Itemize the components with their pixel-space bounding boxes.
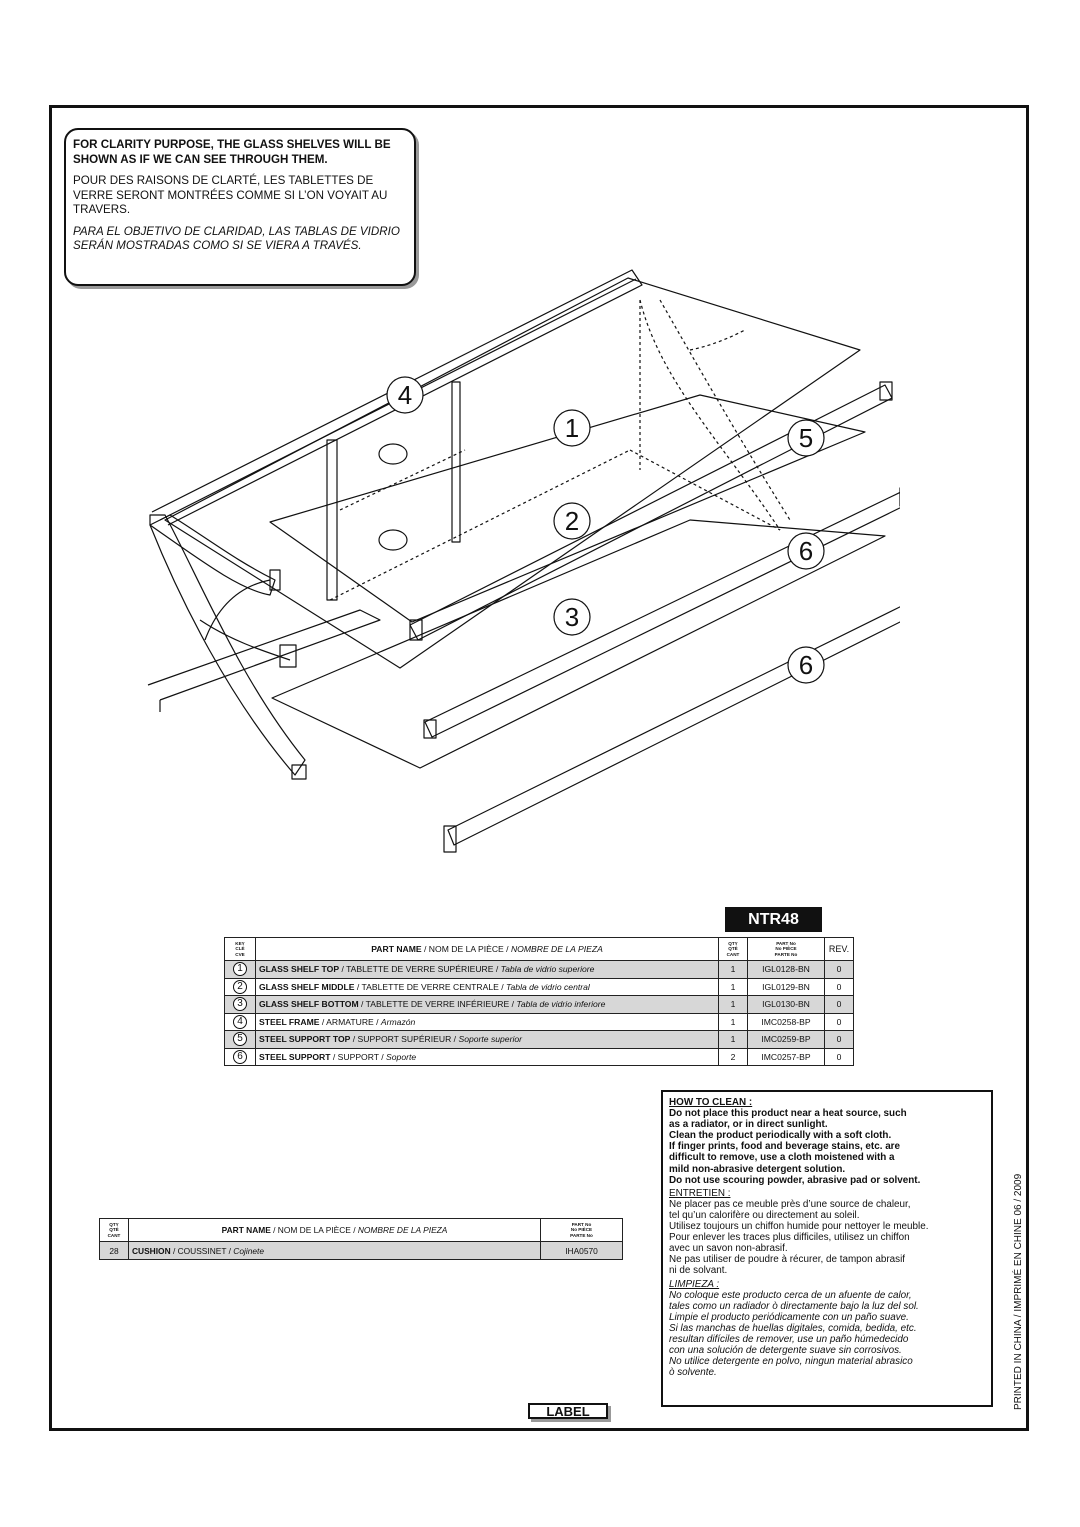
- header-rev: REV.: [825, 938, 854, 961]
- part-qty: 1: [719, 1031, 748, 1049]
- part-key: 6: [225, 1048, 256, 1066]
- callout-3-text: 3: [564, 602, 580, 632]
- part-name: GLASS SHELF TOP / TABLETTE DE VERRE SUPÉRIEURE / Tabla de vidrio superiore: [256, 961, 719, 979]
- part-qty: 1: [719, 961, 748, 979]
- parts-row: [225, 1048, 854, 1066]
- callout-6a-text: 6: [798, 536, 814, 566]
- note-french: POUR DES RAISONS DE CLARTÉ, LES TABLETTES DE VERRE SERONT MONTRÉES COMME SI L’ON VOYAIT AU TRAVERS.: [73, 174, 388, 216]
- cushion-header-part-no: PART No No PIÈCE PARTE No: [541, 1219, 623, 1242]
- parts-table: [224, 937, 854, 1066]
- callout-1-text: 1: [564, 413, 580, 443]
- part-number: IMC0259-BP: [748, 1031, 825, 1049]
- clean-line: Ne pas utiliser de poudre à récurer, de tampon abrasif: [669, 1254, 906, 1266]
- callout-6b-text: 6: [798, 650, 814, 680]
- clean-line: resultan difíciles de remover, use un paño húmedecido: [669, 1333, 909, 1345]
- part-rev: 0: [825, 1048, 854, 1066]
- parts-row: [225, 978, 854, 996]
- cushion-header-name: PART NAME / NOM DE LA PIÈCE / NOMBRE DE LA PIEZA: [129, 1219, 541, 1242]
- clean-line: Ne placer pas ce meuble près d’une source de chaleur,: [669, 1198, 911, 1210]
- clean-line: avec un savon non-abrasif.: [669, 1243, 788, 1255]
- cushion-name: CUSHION / COUSSINET / Cojinete: [129, 1242, 541, 1260]
- clean-line: tales como un radiador ò directamente bajo la luz del sol.: [669, 1300, 919, 1312]
- clean-line: Limpie el producto periódicamente con un paño suave.: [669, 1311, 909, 1323]
- part-number: IMC0258-BP: [748, 1013, 825, 1031]
- parts-row: [225, 1031, 854, 1049]
- parts-row: [225, 996, 854, 1014]
- clean-title: HOW TO CLEAN :: [669, 1097, 753, 1108]
- clean-line: as a radiator, or in direct sunlight.: [669, 1119, 828, 1131]
- cushion-table: [99, 1218, 623, 1260]
- clean-line: Clean the product periodically with a soft cloth.: [669, 1130, 892, 1142]
- clean-line: No utilice detergente en polvo, ningun material abrasico: [669, 1356, 913, 1368]
- part-rev: 0: [825, 961, 854, 979]
- part-name: STEEL FRAME / ARMATURE / Armazón: [256, 1013, 719, 1031]
- clean-line: If finger prints, food and beverage stains, etc. are: [669, 1141, 901, 1153]
- header-part-name: PART NAME / NOM DE LA PIÈCE / NOMBRE DE LA PIEZA: [256, 938, 719, 961]
- clean-line: mild non-abrasive detergent solution.: [669, 1163, 846, 1175]
- header-part-no: PART No No PIÈCE PARTE No: [748, 938, 825, 961]
- part-name: STEEL SUPPORT / SUPPORT / Soporte: [256, 1048, 719, 1066]
- part-number: IMC0257-BP: [748, 1048, 825, 1066]
- clean-line: ò solvente.: [669, 1367, 717, 1379]
- clean-line: difficult to remove, use a cloth moistened with a: [669, 1152, 895, 1164]
- clean-line: Do not use scouring powder, abrasive pad or solvent.: [669, 1174, 921, 1186]
- part-number: IGL0129-BN: [748, 978, 825, 996]
- part-key: 5: [225, 1031, 256, 1049]
- clean-line: con una solución de detergente suave sin corrosivos.: [669, 1345, 902, 1357]
- cushion-part-no: IHA0570: [541, 1242, 623, 1260]
- callout-5-text: 5: [798, 423, 814, 453]
- clean-line: ni de solvant.: [669, 1265, 728, 1277]
- printed-in-china: PRINTED IN CHINA / IMPRIMÉ EN CHINE 06 / 2009: [1013, 1173, 1024, 1410]
- header-key: KEY CLÉ CVE: [225, 938, 256, 961]
- note-english: FOR CLARITY PURPOSE, THE GLASS SHELVES WILL BE SHOWN AS IF WE CAN SEE THROUGH THEM.: [73, 138, 391, 166]
- steel-support-lower: [448, 598, 900, 845]
- part-rev: 0: [825, 978, 854, 996]
- part-key: 4: [225, 1013, 256, 1031]
- cushion-row: [100, 1242, 623, 1260]
- part-qty: 2: [719, 1048, 748, 1066]
- clean-line: Pour enlever les traces plus difficiles, utilisez un chiffon: [669, 1232, 910, 1244]
- cushion-table-header: [100, 1219, 623, 1242]
- part-rev: 0: [825, 996, 854, 1014]
- entretien-title: ENTRETIEN :: [669, 1187, 731, 1199]
- limpieza-title: LIMPIEZA :: [669, 1278, 720, 1290]
- part-qty: 1: [719, 978, 748, 996]
- part-rev: 0: [825, 1031, 854, 1049]
- label-box: LABEL: [528, 1403, 608, 1419]
- clean-line: No coloque este producto cerca de un afuente de calor,: [669, 1289, 912, 1301]
- part-number: IGL0128-BN: [748, 961, 825, 979]
- clean-line: Do not place this product near a heat source, such: [669, 1108, 907, 1120]
- part-key: 2: [225, 978, 256, 996]
- how-to-clean-box: [661, 1090, 993, 1407]
- parts-table-header: [225, 938, 854, 961]
- callout-2-text: 2: [564, 506, 580, 536]
- cushion-header-qty: QTY QTÉ CANT: [100, 1219, 129, 1242]
- part-number: IGL0130-BN: [748, 996, 825, 1014]
- clean-line: tel qu’un calorifère ou directement au soleil.: [669, 1209, 860, 1221]
- cushion-qty: 28: [100, 1242, 129, 1260]
- parts-row: [225, 1013, 854, 1031]
- part-qty: 1: [719, 1013, 748, 1031]
- header-qty: QTY QTÉ CANT: [719, 938, 748, 961]
- callout-4-text: 4: [397, 380, 413, 410]
- part-name: STEEL SUPPORT TOP / SUPPORT SUPÉRIEUR / Soporte superior: [256, 1031, 719, 1049]
- clean-english: [669, 1108, 985, 1186]
- note-spanish: PARA EL OBJETIVO DE CLARIDAD, LAS TABLAS DE VIDRIO SERÁN MOSTRADAS COMO SI SE VIERA A TRAVÉS.: [73, 224, 400, 252]
- glass-shelf-top: [165, 278, 860, 668]
- part-name: GLASS SHELF MIDDLE / TABLETTE DE VERRE CENTRALE / Tabla de vidrio central: [256, 978, 719, 996]
- part-qty: 1: [719, 996, 748, 1014]
- part-name: GLASS SHELF BOTTOM / TABLETTE DE VERRE INFÉRIEURE / Tabla de vidrio inferiore: [256, 996, 719, 1014]
- exploded-assembly-drawing: [140, 260, 900, 860]
- model-number: NTR48: [725, 907, 822, 932]
- clean-line: Utilisez toujours un chiffon humide pour nettoyer le meuble.: [669, 1221, 929, 1233]
- clean-spanish: [669, 1290, 985, 1379]
- part-rev: 0: [825, 1013, 854, 1031]
- clean-french: [669, 1199, 985, 1277]
- part-key: 1: [225, 961, 256, 979]
- part-key: 3: [225, 996, 256, 1014]
- parts-row: [225, 961, 854, 979]
- clean-line: Si las manchas de huellas digitales, comida, bedida, etc.: [669, 1322, 917, 1334]
